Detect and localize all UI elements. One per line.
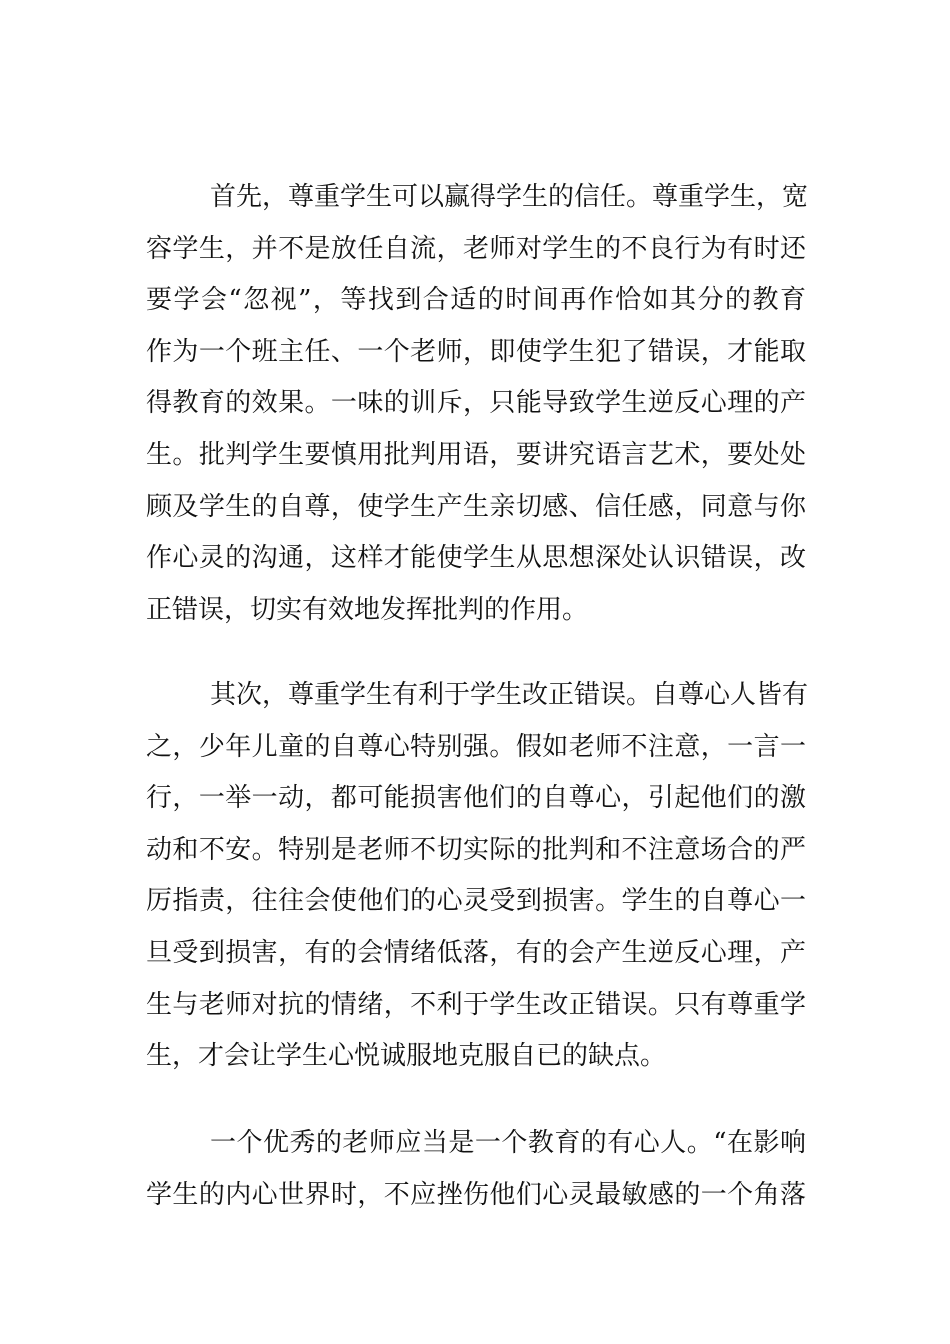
paragraph-2 — [146, 670, 809, 1083]
text-line: 旦受到损害，有的会情绪低落，有的会产生逆反心理，产 — [146, 937, 806, 968]
text-line: 厉指责，往往会使他们的心灵受到损害。学生的自尊心一 — [146, 886, 806, 917]
text-line: 生，才会让学生心悦诚服地克服自已的缺点。 — [146, 1041, 667, 1072]
text-line: 生。批判学生要慎用批判用语，要讲究语言艺术，要处处 — [146, 439, 806, 470]
text-line: 首先，尊重学生可以赢得学生的信任。尊重学生，宽 — [210, 182, 809, 212]
text-line: 作为一个班主任、一个老师，即使学生犯了错误，才能取 — [146, 336, 806, 367]
text-line: 顾及学生的自尊，使学生产生亲切感、信任感，同意与你 — [146, 491, 806, 522]
text-line: 容学生，并不是放任自流，老师对学生的不良行为有时还 — [146, 233, 806, 264]
text-line: 之，少年儿童的自尊心特别强。假如老师不注意，一言一 — [146, 731, 806, 762]
text-line: 动和不安。特别是老师不切实际的批判和不注意场合的严 — [146, 834, 806, 865]
text-line: 正错误，切实有效地发挥批判的作用。 — [146, 594, 589, 625]
text-line: 一个优秀的老师应当是一个教育的有心人。“在影响 — [210, 1128, 806, 1158]
text-line: 其次，尊重学生有利于学生改正错误。自尊心人皆有 — [210, 680, 809, 710]
paragraph-1 — [146, 172, 809, 636]
text-line: 生与老师对抗的情绪，不利于学生改正错误。只有尊重学 — [146, 989, 806, 1020]
text-line: 得教育的效果。一味的训斥，只能导致学生逆反心理的产 — [146, 388, 806, 419]
text-line: 学生的内心世界时，不应挫伤他们心灵最敏感的一个角落 — [146, 1179, 806, 1210]
text-line: 作心灵的沟通，这样才能使学生从思想深处认识错误，改 — [146, 543, 806, 574]
text-line: 行，一举一动，都可能损害他们的自尊心，引起他们的激 — [146, 783, 806, 814]
paragraph-3 — [146, 1118, 806, 1221]
text-line: 要学会“忽视”，等找到合适的时间再作恰如其分的教育 — [146, 285, 806, 316]
